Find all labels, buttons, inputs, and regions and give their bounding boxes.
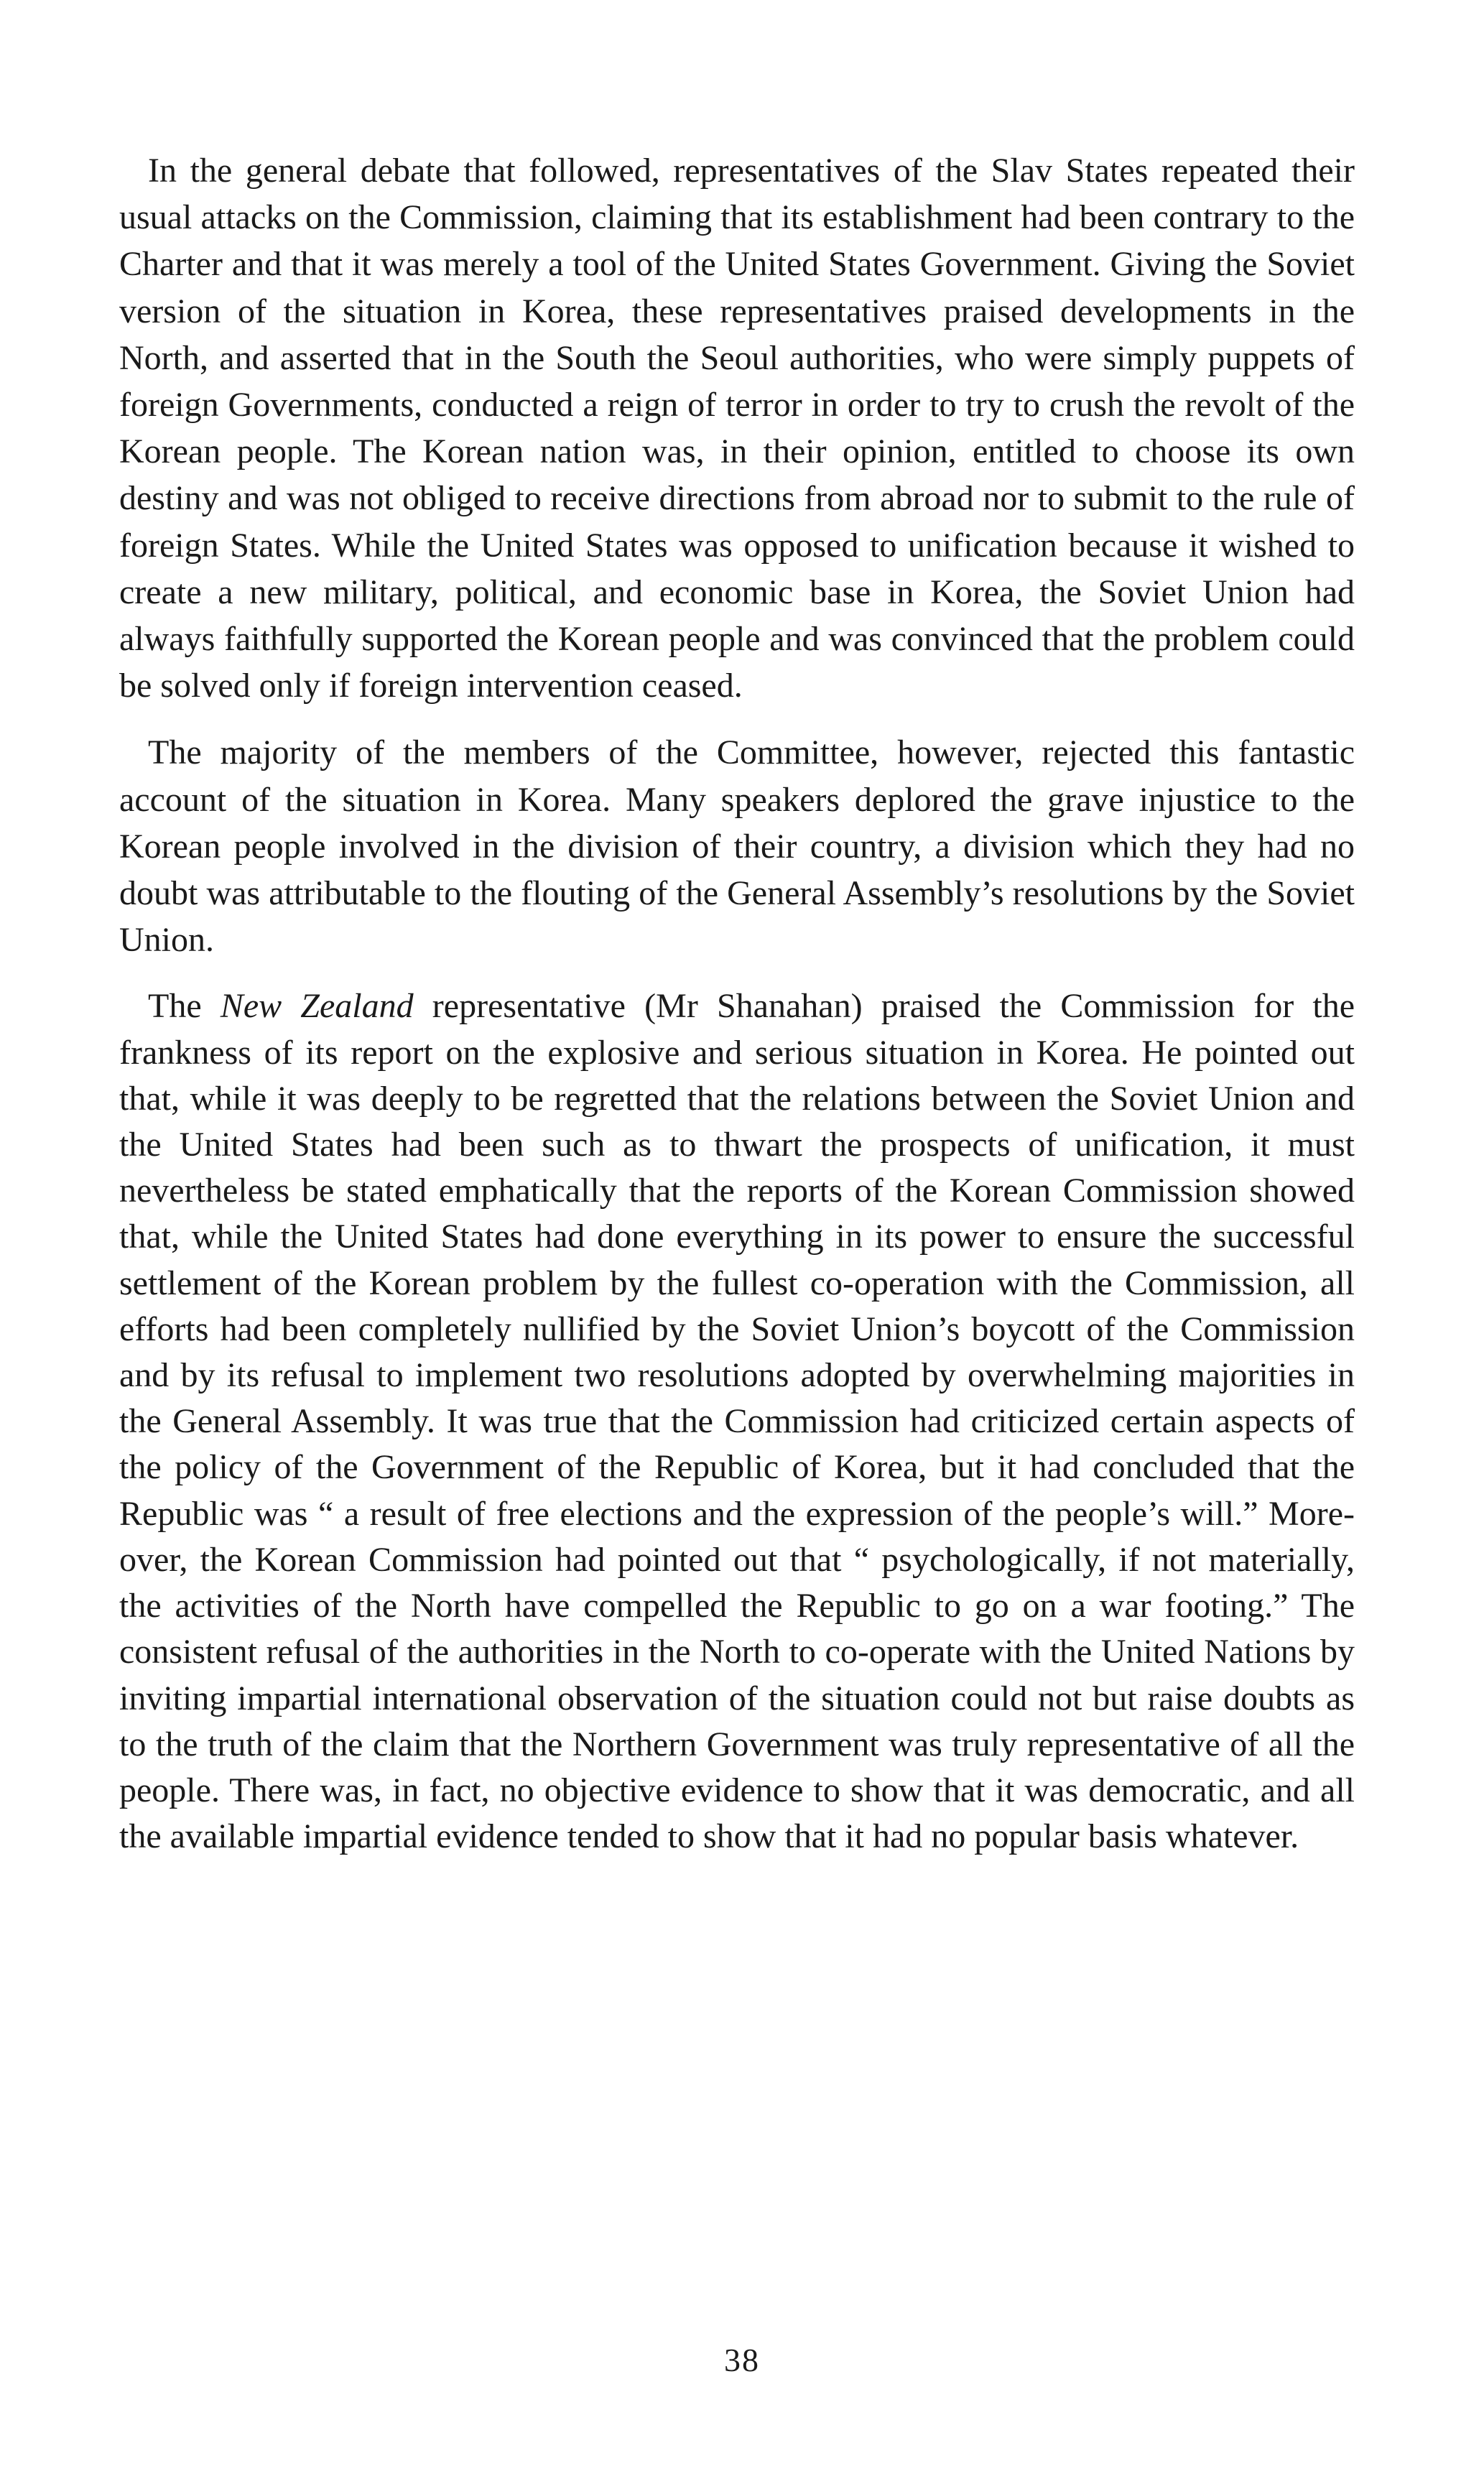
paragraph-body: representative (Mr Shanahan) praised the Commission for the frankness of its report on the explosive and serious situation in Korea. He pointed out that, while it was deeply to be regretted that the relations between the Soviet Union and the United States had been such as to thwart the prospects of unification, it must nevertheless be stated emphatically that the reports of the Korean Commission showed that, while the United States had done everything in its power to ensure the successful settlement of the Korean problem by the fullest co-operation with the Commission, all efforts had been completely nullified by the Soviet Union’s boycott of the Commission and by its refusal to implement two resolutions adopted by overwhelming majorities in the General Assembly. It was true that the Commission had criticized certain aspects of the policy of the Government of the Republic of Korea, but it had concluded that the Republic was “ a result of free elections and the expression of the people’s will.” Moreover, the Korean Commission had pointed out that “ psychologically, if not materially, the activities of the North have compelled the Republic to go on a war footing.” The consistent refusal of the authorities in the North to co-operate with the United Nations by inviting impartial international observation of the situation could not but raise doubts as to the truth of the claim that the Northern Government was truly representative of all the people. There was, in fact, no objective evidence to show that it was democratic, and all the available impartial evidence tended to show that it had no popular basis whatever. (119, 987, 1355, 1856)
paragraph-general-debate: In the general debate that followed, representatives of the Slav States repeated their usual attacks on the Commission, claiming that its establishment had been contrary to the Charter and that it was merely a tool of the United States Government. Giving the Soviet version of the situation in Korea, these representatives praised developments in the North, and asserted that in the South the Seoul authorities, who were simply puppets of foreign Governments, conducted a reign of terror in order to try to crush the revolt of the Korean people. The Korean nation was, in their opinion, entitled to choose its own destiny and was not obliged to receive directions from abroad nor to submit to the rule of foreign States. While the United States was opposed to unification because it wished to create a new military, political, and economic base in Korea, the Soviet Union had always faithfully supported the Korean people and was convinced that the problem could be solved only if foreign intervention ceased. (119, 152, 1355, 705)
country-name-emphasis: New Zealand (220, 987, 414, 1026)
body-text (119, 147, 1355, 1880)
page-number: 38 (724, 2342, 760, 2378)
paragraph-lead: The (148, 987, 221, 1026)
paragraph-committee-majority: The majority of the members of the Committee, however, rejected this fantastic account of the situation in Korea. Many speakers deplored the grave injustice to the Korean people involved in the division of their country, a division which they had no doubt was attributable to the flouting of the General Assembly’s resolutions by the Soviet Union. (119, 733, 1355, 960)
paragraph-new-zealand (119, 983, 1355, 1860)
